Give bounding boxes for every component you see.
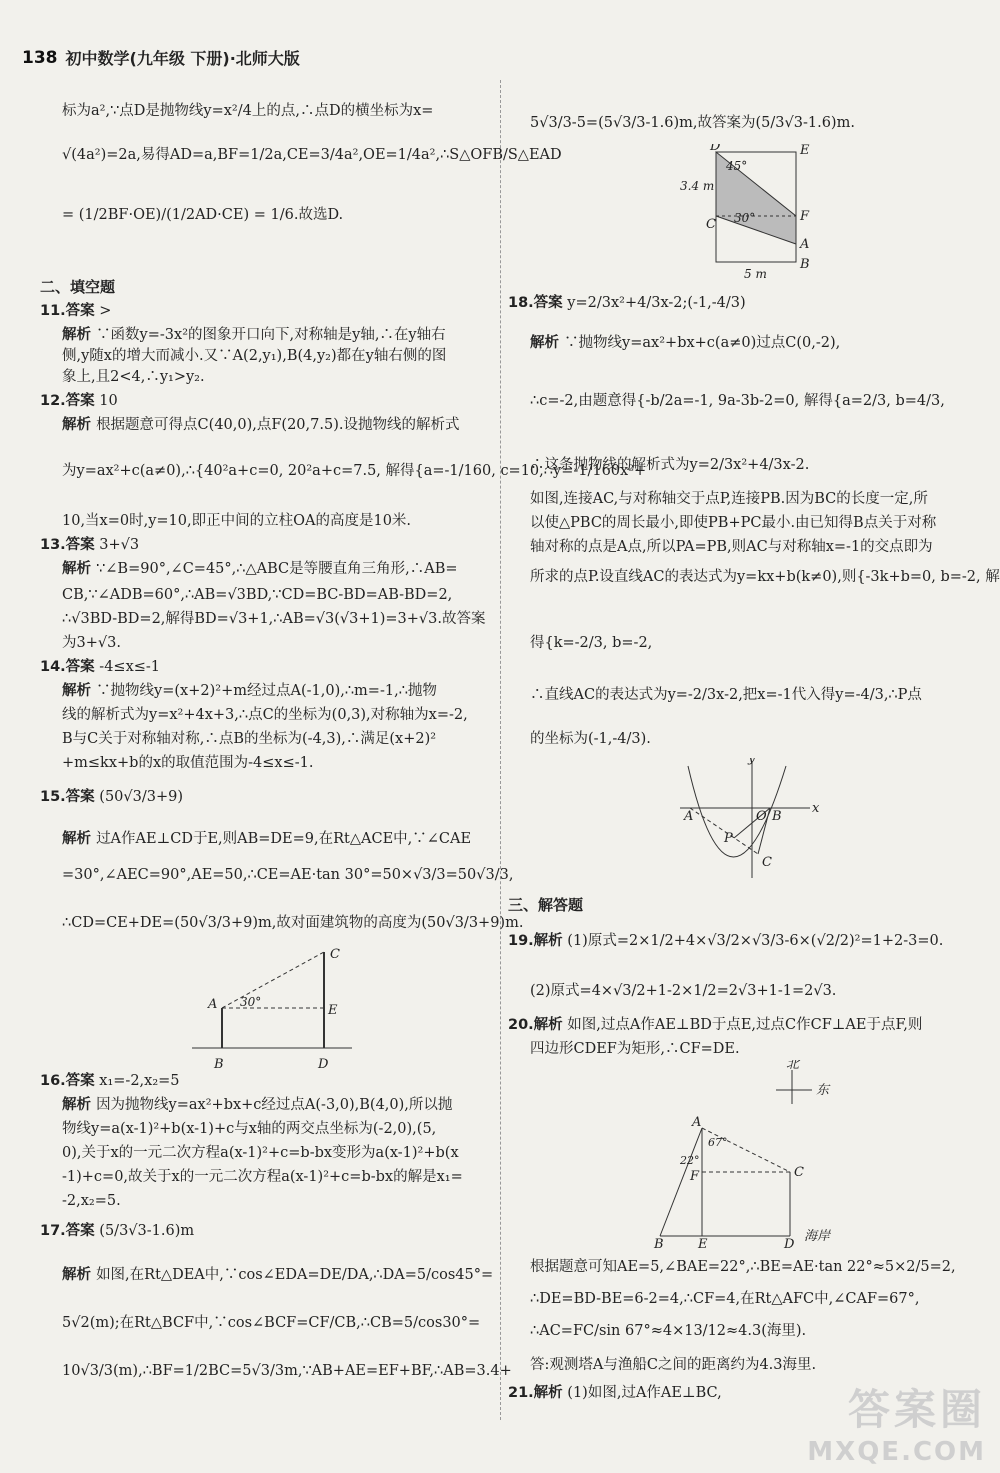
text-line bbox=[62, 347, 446, 365]
question-label: 13.答案 bbox=[40, 537, 95, 553]
text-line bbox=[62, 730, 436, 748]
line-text: 为y=ax²+c(a≠0),∴{40²a+c=0, 20²a+c=7.5, 解得{a=-1/160, c=10,∴y=-1/160x²+ bbox=[62, 463, 647, 479]
text-line bbox=[530, 538, 933, 556]
figure-fig15 bbox=[62, 944, 362, 1078]
label-angle: 30° bbox=[240, 995, 262, 1009]
line-text: 象上,且2<4,∴y₁>y₂. bbox=[62, 369, 205, 385]
answer-text: x₁=-2,x₂=5 bbox=[94, 1073, 180, 1089]
line-text: 的坐标为(-1,-4/3). bbox=[530, 731, 651, 747]
text-line bbox=[530, 568, 1000, 586]
question-answer-line bbox=[40, 392, 118, 410]
line-text: √(4a²)=2a,易得AD=a,BF=1/2a,CE=3/4a²,OE=1/4a²,∴S△OFB/S△EAD bbox=[62, 147, 562, 163]
text-line bbox=[530, 456, 809, 474]
line-text: 以使△PBC的周长最小,即使PB+PC最小.由已知得B点关于对称 bbox=[530, 515, 937, 531]
text-line bbox=[62, 866, 513, 884]
analysis-label: 解析 bbox=[62, 327, 97, 343]
label-b: B bbox=[800, 257, 810, 272]
label-y: y bbox=[748, 758, 756, 766]
answer-text: y=2/3x²+4/3x-2;(-1,-4/3) bbox=[562, 295, 746, 311]
text-line bbox=[62, 830, 471, 848]
line-text: =30°,∠AEC=90°,AE=50,∴CE=AE·tan 30°=50×√3/3=50√3/3, bbox=[62, 867, 514, 883]
figure-fig17 bbox=[530, 144, 830, 288]
line-text: 如图,连接AC,与对称轴交于点P,连接PB.因为BC的长度一定,所 bbox=[530, 491, 928, 507]
text-line bbox=[530, 686, 922, 704]
label-c: C bbox=[762, 855, 772, 870]
question-label: 12.答案 bbox=[40, 393, 95, 409]
line-text: 10,当x=0时,y=10,即正中间的立柱OA的高度是10米. bbox=[62, 513, 412, 529]
label-e: E bbox=[800, 144, 810, 158]
label-c: C bbox=[706, 217, 716, 232]
text-line bbox=[62, 586, 452, 604]
text-line bbox=[530, 334, 840, 352]
question-label: 14.答案 bbox=[40, 659, 95, 675]
line-ac bbox=[702, 1128, 790, 1172]
question-label: 17.答案 bbox=[40, 1223, 95, 1239]
text-line bbox=[530, 730, 651, 748]
line-text: ∴√3BD-BD=2,解得BD=√3+1,∴AB=√3(√3+1)=3+√3.故答案 bbox=[62, 611, 486, 627]
line-text: 四边形CDEF为矩形,∴CF=DE. bbox=[530, 1041, 740, 1057]
text-line bbox=[530, 1290, 920, 1308]
line-text: 为3+√3. bbox=[62, 635, 121, 651]
answer-text: 如图,过点A作AE⊥BD于点E,过点C作CF⊥AE于点F,则 bbox=[562, 1017, 923, 1033]
text-line bbox=[62, 1362, 512, 1380]
label-north: 北 bbox=[786, 1060, 800, 1072]
label-45: 45° bbox=[726, 159, 748, 173]
line-text: 轴对称的点是A点,所以PA=PB,则AC与对称轴x=-1的交点即为 bbox=[530, 539, 933, 555]
label-east: 东 bbox=[816, 1083, 830, 1098]
text-line bbox=[62, 1096, 452, 1114]
fig17-svg bbox=[530, 144, 830, 284]
question-answer-line bbox=[40, 1072, 180, 1090]
line-text: ∵∠B=90°,∠C=45°,∴△ABC是等腰直角三角形,∴AB= bbox=[96, 561, 458, 577]
label-f: F bbox=[690, 1169, 700, 1184]
text-line bbox=[530, 1356, 816, 1374]
text-line bbox=[530, 514, 936, 532]
label-d: D bbox=[710, 144, 721, 154]
question-answer-line bbox=[40, 658, 161, 676]
analysis-label: 解析 bbox=[62, 417, 97, 433]
book-title: 初中数学(九年级 下册)·北师大版 bbox=[65, 49, 300, 68]
label-e: E bbox=[328, 1003, 338, 1018]
page-header bbox=[22, 46, 300, 69]
line-text: 线的解析式为y=x²+4x+3,∴点C的坐标为(0,3),对称轴为x=-2, bbox=[62, 707, 468, 723]
line-text: 10√3/3(m),∴BF=1/2BC=5√3/3m,∵AB+AE=EF+BF,∴AB=3.4+ bbox=[62, 1363, 512, 1379]
text-line bbox=[530, 1322, 806, 1340]
text-line bbox=[62, 368, 205, 386]
text-line bbox=[62, 610, 486, 628]
label-d: D bbox=[318, 1057, 329, 1072]
line-text: = (1/2BF·OE)/(1/2AD·CE) = 1/6.故选D. bbox=[62, 207, 344, 223]
figure-fig20 bbox=[530, 1060, 850, 1254]
label-o: O bbox=[756, 809, 767, 824]
label-30: 30° bbox=[734, 211, 756, 225]
line-ac bbox=[222, 952, 324, 1008]
fig20-svg bbox=[530, 1060, 850, 1250]
fig15-svg bbox=[62, 944, 362, 1074]
question-answer-line bbox=[40, 302, 112, 320]
line-text: 根据题意可得点C(40,0),点F(20,7.5).设抛物线的解析式 bbox=[96, 417, 460, 433]
answer-text: > bbox=[94, 303, 112, 319]
line-text: ∵抛物线y=ax²+bx+c(a≠0)过点C(0,-2), bbox=[564, 335, 841, 351]
line-text: 答:观测塔A与渔船C之间的距离约为4.3海里. bbox=[530, 1357, 817, 1373]
question-label: 16.答案 bbox=[40, 1073, 95, 1089]
question-answer-line bbox=[40, 1222, 195, 1240]
text-line bbox=[530, 982, 836, 1000]
label-c: C bbox=[794, 1165, 804, 1180]
line-text: 如图,在Rt△DEA中,∵cos∠EDA=DE/DA,∴DA=5/cos45°= bbox=[96, 1267, 494, 1283]
watermark-url: MXQE.COM bbox=[807, 1437, 986, 1467]
line-text: 得{k=-2/3, b=-2, bbox=[530, 635, 653, 651]
text-line bbox=[62, 206, 343, 224]
text-line bbox=[62, 560, 458, 578]
watermark-logo: 答案圈 bbox=[847, 1385, 986, 1434]
text-line bbox=[62, 1168, 463, 1186]
answer-text: 10 bbox=[94, 393, 118, 409]
text-line bbox=[62, 914, 523, 932]
line-text: 因为抛物线y=ax²+bx+c经过点A(-3,0),B(4,0),所以抛 bbox=[96, 1097, 453, 1113]
label-d: D bbox=[784, 1237, 795, 1250]
line-text: 物线y=a(x-1)²+b(x-1)+c与x轴的两交点坐标为(-2,0),(5, bbox=[62, 1121, 437, 1137]
section-heading: 二、填空题 bbox=[40, 278, 116, 296]
line-text: ∴这条抛物线的解析式为y=2/3x²+4/3x-2. bbox=[530, 457, 810, 473]
question-label: 21.解析 bbox=[508, 1385, 563, 1401]
analysis-label: 解析 bbox=[62, 561, 97, 577]
text-line bbox=[530, 1040, 740, 1058]
text-line bbox=[62, 1266, 493, 1284]
label-a: A bbox=[208, 997, 218, 1012]
text-line bbox=[62, 1120, 436, 1138]
line-text: (2)原式=4×√3/2+1-2×1/2=2√3+1-1=2√3. bbox=[530, 983, 837, 999]
label-shore: 海岸 bbox=[804, 1229, 831, 1244]
question-answer-line bbox=[40, 536, 140, 554]
line-text: ∴CD=CE+DE=(50√3/3+9)m,故对面建筑物的高度为(50√3/3+9)m. bbox=[62, 915, 524, 931]
text-line bbox=[62, 102, 433, 120]
question-label: 11.答案 bbox=[40, 303, 95, 319]
line-text: ∵抛物线y=(x+2)²+m经过点A(-1,0),∴m=-1,∴抛物 bbox=[96, 683, 437, 699]
text-line bbox=[62, 512, 411, 530]
answer-text: (1)原式=2×1/2+4×√3/2×√3/3-6×(√2/2)²=1+2-3=0. bbox=[562, 933, 944, 949]
label-height: 3.4 m bbox=[680, 179, 715, 193]
section-heading: 三、解答题 bbox=[508, 896, 584, 914]
text-line bbox=[530, 490, 928, 508]
line-text: 5√3/3-5=(5√3/3-1.6)m,故答案为(5/3√3-1.6)m. bbox=[530, 115, 855, 131]
line-text: 5√2(m);在Rt△BCF中,∵cos∠BCF=CF/CB,∴CB=5/cos30°= bbox=[62, 1315, 481, 1331]
label-a: A bbox=[684, 809, 694, 824]
label-c: C bbox=[330, 947, 340, 962]
line-text: ∵函数y=-3x²的图象开口向下,对称轴是y轴,∴在y轴右 bbox=[96, 327, 446, 343]
line-text: 所求的点P.设直线AC的表达式为y=kx+b(k≠0),则{-3k+b=0, b=-2, 解 bbox=[530, 569, 1000, 585]
question-answer-line bbox=[508, 294, 746, 312]
fig18-svg bbox=[530, 758, 830, 888]
text-line bbox=[62, 1144, 459, 1162]
question-answer-line bbox=[40, 788, 184, 806]
question-answer-line bbox=[508, 932, 944, 950]
text-line bbox=[62, 1314, 480, 1332]
line-text: 侧,y随x的增大而减小.又∵A(2,y₁),B(4,y₂)都在y轴右侧的图 bbox=[62, 348, 447, 364]
page-number: 138 bbox=[22, 47, 58, 68]
line-text: ∴c=-2,由题意得{-b/2a=-1, 9a-3b-2=0, 解得{a=2/3, b=4/3, bbox=[530, 393, 945, 409]
label-b: B bbox=[654, 1237, 664, 1250]
text-line bbox=[62, 326, 446, 344]
analysis-label: 解析 bbox=[62, 1267, 97, 1283]
text-line bbox=[62, 634, 121, 652]
question-answer-line bbox=[508, 1016, 923, 1034]
line-text: 过A作AE⊥CD于E,则AB=DE=9,在Rt△ACE中,∵∠CAE bbox=[96, 831, 472, 847]
label-p: P bbox=[724, 831, 733, 846]
line-text: CB,∵∠ADB=60°,∴AB=√3BD,∵CD=BC-BD=AB-BD=2, bbox=[62, 587, 453, 603]
text-line bbox=[62, 416, 459, 434]
answer-text: 3+√3 bbox=[94, 537, 140, 553]
question-label: 20.解析 bbox=[508, 1017, 563, 1033]
question-answer-line bbox=[508, 1384, 722, 1402]
label-a: A bbox=[800, 237, 810, 252]
line-text: -1)+c=0,故关于x的一元二次方程a(x-1)²+c=b-bx的解是x₁= bbox=[62, 1169, 463, 1185]
text-line bbox=[62, 754, 313, 772]
text-line bbox=[62, 706, 468, 724]
text-line bbox=[530, 114, 855, 132]
label-22: 22° bbox=[680, 1154, 700, 1167]
text-line bbox=[530, 634, 652, 652]
label-b: B bbox=[772, 809, 782, 824]
label-e: E bbox=[698, 1237, 708, 1250]
analysis-label: 解析 bbox=[62, 831, 97, 847]
line-text: -2,x₂=5. bbox=[62, 1193, 121, 1209]
label-a: A bbox=[692, 1115, 702, 1130]
line-text: ∴AC=FC/sin 67°≈4×13/12≈4.3(海里). bbox=[530, 1323, 807, 1339]
label-x: x bbox=[812, 801, 820, 816]
answer-text: (50√3/3+9) bbox=[94, 789, 184, 805]
question-label: 18.答案 bbox=[508, 295, 563, 311]
label-b: B bbox=[214, 1057, 224, 1072]
line-text: ∴DE=BD-BE=6-2=4,∴CF=4,在Rt△AFC中,∠CAF=67°, bbox=[530, 1291, 920, 1307]
line-text: 根据题意可知AE=5,∠BAE=22°,∴BE=AE·tan 22°≈5×2/5=2, bbox=[530, 1259, 956, 1275]
text-line bbox=[62, 146, 562, 164]
text-line bbox=[530, 1258, 956, 1276]
line-text: ∴直线AC的表达式为y=-2/3x-2,把x=-1代入得y=-4/3,∴P点 bbox=[530, 687, 922, 703]
watermark bbox=[807, 1377, 986, 1467]
answer-text: -4≤x≤-1 bbox=[94, 659, 161, 675]
text-line bbox=[62, 682, 437, 700]
analysis-label: 解析 bbox=[530, 335, 565, 351]
column-divider bbox=[500, 80, 501, 1420]
line-text: 标为a²,∵点D是抛物线y=x²/4上的点,∴点D的横坐标为x= bbox=[62, 103, 434, 119]
line-text: B与C关于对称轴对称,∴点B的坐标为(-4,3),∴满足(x+2)² bbox=[62, 731, 437, 747]
line-text: +m≤kx+b的x的取值范围为-4≤x≤-1. bbox=[62, 755, 314, 771]
answer-text: (5/3√3-1.6)m bbox=[94, 1223, 195, 1239]
label-67: 67° bbox=[708, 1136, 728, 1149]
figure-fig18 bbox=[530, 758, 830, 892]
line-text: 0),关于x的一元二次方程a(x-1)²+c=b-bx变形为a(x-1)²+b(x bbox=[62, 1145, 459, 1161]
text-line bbox=[62, 1192, 121, 1210]
label-width: 5 m bbox=[744, 267, 767, 281]
analysis-label: 解析 bbox=[62, 1097, 97, 1113]
question-label: 15.答案 bbox=[40, 789, 95, 805]
text-line bbox=[530, 392, 945, 410]
answer-text: (1)如图,过A作AE⊥BC, bbox=[562, 1385, 722, 1401]
question-label: 19.解析 bbox=[508, 933, 563, 949]
label-f: F bbox=[800, 209, 810, 224]
analysis-label: 解析 bbox=[62, 683, 97, 699]
